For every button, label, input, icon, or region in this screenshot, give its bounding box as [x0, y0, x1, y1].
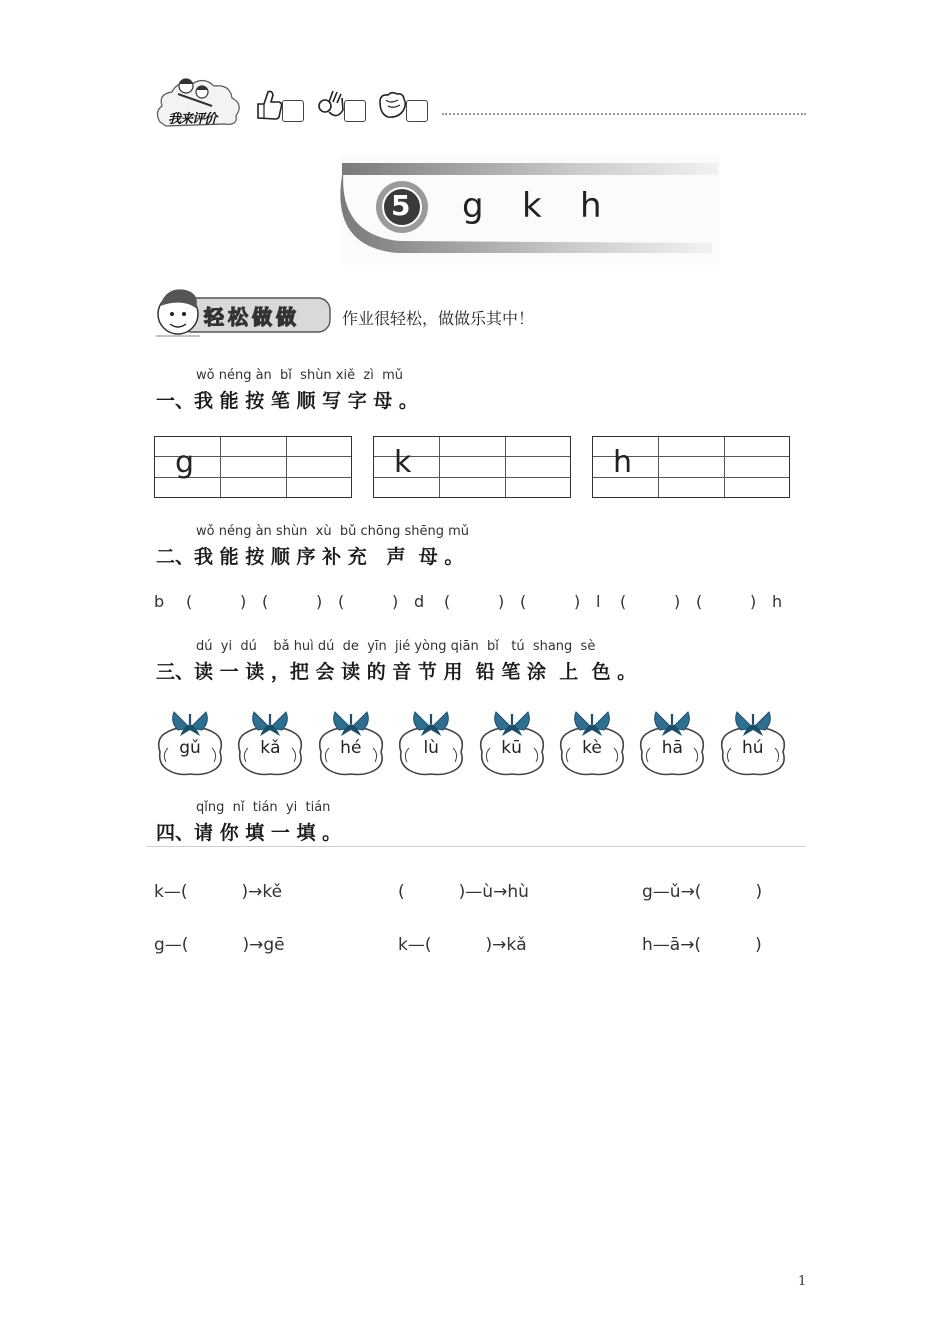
sequence-item: ) [498, 592, 505, 611]
sequence-item: ( [338, 592, 345, 611]
persimmon-syllable[interactable] [717, 704, 789, 778]
persimmon-syllable[interactable] [234, 704, 306, 778]
section4-heading: 四、请 你 填 一 填 。 [156, 822, 342, 844]
fill-item[interactable]: k—( )→kě [154, 882, 283, 902]
sequence-item: ) [574, 592, 581, 611]
syllable-label: hé [340, 738, 362, 758]
dotted-rule [442, 113, 806, 115]
syllable-label: hā [661, 738, 683, 758]
grid-letter-h: h [613, 445, 633, 480]
fill-item[interactable]: g—( )→gē [154, 935, 285, 955]
letter-sequence [154, 592, 794, 614]
syllable-label: kū [501, 738, 522, 758]
sequence-item: h [772, 592, 783, 611]
sequence-item: ) [674, 592, 681, 611]
persimmon-syllable[interactable] [556, 704, 628, 778]
lesson-letter-g: g [462, 186, 484, 226]
sequence-item: ( [186, 592, 193, 611]
fill-item[interactable]: ( )—ù→hù [398, 882, 529, 902]
fist-icon [376, 88, 408, 122]
fill-item[interactable]: g—ǔ→( ) [642, 882, 763, 902]
page-number: 1 [798, 1274, 807, 1289]
grid-letter-g: g [175, 445, 195, 480]
section1-heading: 一、我 能 按 笔 顺 写 字 母 。 [156, 390, 418, 412]
lesson-letter-k: k [522, 186, 542, 226]
sequence-item: d [414, 592, 425, 611]
sequence-item: ) [392, 592, 399, 611]
badge-title: 轻松做做 [204, 305, 300, 329]
lesson-number: 5 [391, 189, 411, 222]
syllable-label: kè [582, 738, 602, 758]
sequence-item: ( [620, 592, 627, 611]
section-divider [146, 846, 806, 847]
evaluation-label: 我来评价 [168, 112, 217, 127]
persimmon-syllable[interactable] [636, 704, 708, 778]
grid-letter-k: k [394, 445, 412, 480]
badge-tagline: 作业很轻松，做做乐其中！ [342, 309, 535, 328]
rating-box-good[interactable] [282, 100, 304, 122]
fill-item[interactable]: k—( )→kǎ [398, 935, 527, 955]
section2-heading: 二、我 能 按 顺 序 补 充 声 母 。 [156, 546, 464, 568]
ok-hand-icon [315, 88, 347, 122]
sequence-item: ( [520, 592, 527, 611]
sequence-item: ) [316, 592, 323, 611]
sequence-item: ( [262, 592, 269, 611]
thumbs-up-icon [252, 88, 284, 122]
section3-pinyin: dú yi dú bǎ huì dú de yīn jié yòng qiān bǐ tú shang sè [196, 639, 596, 654]
writing-grid-k[interactable] [373, 436, 571, 498]
sequence-item: ( [696, 592, 703, 611]
writing-grid-h[interactable] [592, 436, 790, 498]
syllable-label: kǎ [260, 738, 281, 758]
fill-item[interactable]: h—ā→( ) [642, 935, 762, 955]
rating-box-ok[interactable] [344, 100, 366, 122]
sequence-item: ( [444, 592, 451, 611]
sequence-item: ) [750, 592, 757, 611]
sequence-item: ) [240, 592, 247, 611]
syllable-label: lù [423, 738, 439, 758]
sequence-item: b [154, 592, 165, 611]
section3-heading: 三、读 一 读 ，把 会 读 的 音 节 用 铅 笔 涂 上 色 。 [156, 661, 637, 683]
section2-pinyin: wǒ néng àn shùn xù bǔ chōng shēng mǔ [196, 524, 469, 539]
section1-pinyin: wǒ néng àn bǐ shùn xiě zì mǔ [196, 368, 403, 383]
rating-box-try[interactable] [406, 100, 428, 122]
syllable-label: gǔ [179, 738, 201, 758]
syllable-label: hú [742, 738, 764, 758]
persimmon-syllable[interactable] [154, 704, 226, 778]
persimmon-syllable[interactable] [476, 704, 548, 778]
lesson-letter-h: h [580, 186, 602, 226]
writing-grid-g[interactable] [154, 436, 352, 498]
persimmon-syllable[interactable] [315, 704, 387, 778]
persimmon-syllable[interactable] [395, 704, 467, 778]
sequence-item: l [596, 592, 601, 611]
section4-pinyin: qǐng nǐ tián yi tián [196, 800, 331, 815]
